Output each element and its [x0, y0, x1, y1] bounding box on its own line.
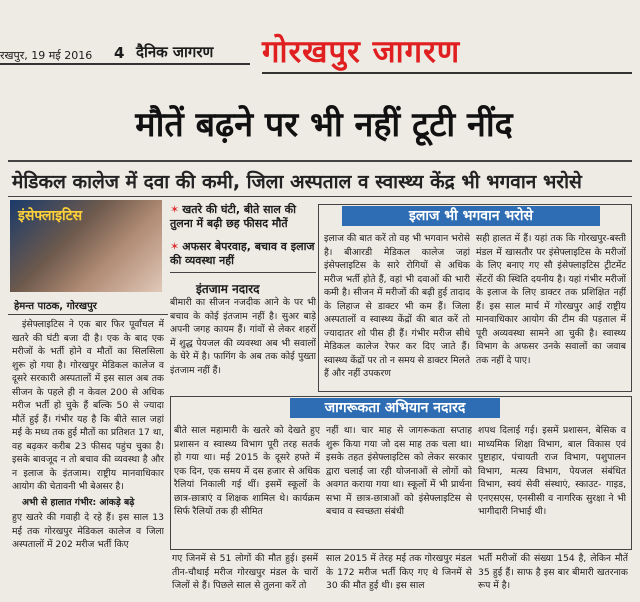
left-column: इंसेफ्लाइटिस ने एक बार फिर पूर्वांचल में खतरे की घंटी बजा दी है। एक के बाद एक मरीजों के भर्ती होने व मौतों का सिलसिला शुरू हो गया है। गोरखपुर मेडिकल कालेज व दूसरे सरकारी अस्पतालों में इस साल अब तक सीजन के पहले ही न केवल 200 से अधिक मरीज भर्ती हो चुके हैं बल्कि 50 से ज्यादा मौतें हुई हैं। गंभीर यह है कि बीते साल जहां मई के मध्य तक हुई मौतों का प्रतिशत 17 था, वह बढ़कर करीब 23 फीसद पहुंच चुका है। इसके बावजूद न तो बचाव की व्यवस्था है और न इलाज के इंतजाम। राष्ट्रीय मानवाधिकार आयोग की चेतावनी भी बेअसर है। अभी से हालात गंभीर: आंकड़े बढ़े हुए खतरे की गवाही दे रहे हैं। इस साल 13 मई तक गोरखपुर मेडिकल कालेज व जिला अस्पतालों में 202 मरीज भर्ती किए	[12, 319, 164, 550]
photo-title: इंसेफ्लाइटिस	[18, 208, 83, 224]
edition-underline	[262, 72, 632, 74]
header-rule	[0, 63, 250, 65]
edition-title: गोरखपुर जागरण	[262, 34, 461, 70]
headline-rule	[8, 160, 632, 162]
dateline: रखपुर, 19 मई 2016	[0, 49, 93, 62]
star-icon: ✶	[170, 203, 180, 216]
page-number: 4	[114, 44, 125, 62]
box-treatment-title: इलाज भी भगवान भरोसे	[342, 206, 600, 226]
box-awareness-col-b: नहीं था। चार माह से जागरूकता सप्ताह शुरू किया गया जो दस माह तक चला था। इसके तहत इंसेफ्लाइटिस को लेकर सरकार द्वारा चलाई जा रही योजनाओं से लोगों को अवगत कराया गया था। स्कूलों में भी प्रार्थना सभा में छात्र-छात्राओं को इंसेफ्लाइटिस से बचाव व स्वच्छता संबंधी	[326, 425, 472, 517]
subhead-rule	[8, 196, 632, 197]
bottom-col-b: साल 2015 में तेरह मई तक गोरखपुर मंडल के 172 मरीज भर्ती किए गए थे जिनमें से 30 की मौत हुई थी। इस साल	[326, 553, 472, 591]
box-awareness-title: जागरूकता अभियान नदारद	[290, 398, 500, 418]
side-text: बीमारी का सीजन नजदीक आने के पर भी बचाव के कोई इंतजाम नहीं है। सुअर बाड़े अपनी जगह कायम हैं। गांवों से लेकर शहरों में शुद्ध पेयजल की व्यवस्था अब भी सवालों के घेरे में है। फागिंग के अब तक कोई पुख्ता इंतजाम नहीं हैं।	[170, 297, 316, 376]
paper-name: दैनिक जागरण	[136, 43, 214, 61]
byline-rule	[8, 314, 168, 315]
side-heading: इंतजाम नदारद	[196, 282, 260, 296]
bottom-col-c: भर्ती मरीजों की संख्या 154 है, लेकिन मौतें 35 हुई हैं। साफ है इस बार बीमारी खतरनाक रूप में है।	[478, 553, 628, 591]
bottom-col-a: गए जिनमें से 51 लोगों की मौत हुई। इसमें तीन-चौथाई मरीज गोरखपुर मंडल के चारों जिलों से हैं। पिछले साल से तुलना करें तो	[172, 553, 318, 591]
box-treatment-col-a: इलाज की बात करें तो वह भी भगवान भरोसे है। बीआरडी मेडिकल कालेज जहां इंसेफ्लाइटिस के सारे रोगियों से अधिक मरीज भर्ती होते हैं, वहां भी दवाओं की भारी कमी है। सीजन में मरीजों की बढ़ी हुई तादाद के लिहाज से डाक्टर भी कम हैं। जिला अस्पतालों व स्वास्थ्य केंद्रों की बात करें तो ज्यादातर शो पीस ही हैं। गंभीर मरीज सीधे मेडिकल कालेज रेफर कर दिए जाते हैं। स्वास्थ्य केंद्रों पर तो न समय से डाक्टर मिलते हैं और नहीं उपकरण	[324, 233, 470, 379]
subheadline: मेडिकल कालेज में दवा की कमी, जिला अस्पताल व स्वास्थ्य केंद्र भी भगवान भरोसे	[12, 171, 582, 193]
byline: हेमन्त पाठक, गोरखपुर	[14, 301, 97, 312]
box-treatment-col-b: सही हालत में हैं। यहां तक कि गोरखपुर-बस्ती मंडल में खासतौर पर इंसेफ्लाइटिस के मरीजों के लिए बनाए गए सौ इंसेफ्लाइटिस ट्रीटमेंट सेंटरों की स्थिति दयनीय है। यहां गंभीर मरीजों के इलाज के लिए डाक्टर तक प्रशिक्षित नहीं हैं। इस साल मार्च में गोरखपुर आई राष्ट्रीय मानवाधिकार आयोग की टीम की पड़ताल में पूरी अव्यवस्था सामने आ चुकी है। स्वास्थ्य विभाग के अफसर उनके सवालों का जवाब तक नहीं दे पाए।	[476, 233, 626, 366]
box-awareness-col-c: शपथ दिलाई गई। इसमें प्रशासन, बेसिक व माध्यमिक शिक्षा विभाग, बाल विकास एवं पुष्टाहार, पंचायती राज विभाग, पशुपालन विभाग, मत्स्य विभाग, पेयजल संबंधित विभाग, स्वयं सेवी संस्थाएं, स्काउट- गाइड, एनएसएस, एनसीसी व नागरिक सुरक्षा ने भी भागीदारी निभाई थी।	[478, 425, 626, 517]
star-icon: ✶	[170, 240, 180, 253]
headline: मौतें बढ़ने पर भी नहीं टूटी नींद	[135, 105, 513, 145]
highlight-2: ✶ अफसर बेपरवाह, बचाव व इलाज की व्यवस्था नहीं	[170, 240, 315, 267]
highlight-1: ✶ खतरे की घंटी, बीते साल की तुलना में बढ़ी छह फीसद मौतें	[170, 203, 296, 230]
box-awareness-col-a: बीते साल महामारी के खतरे को देखते हुए प्रशासन व स्वास्थ्य विभाग पूरी तरह सतर्क हो गया था। मई 2015 के दूसरे हफ्ते में एक दिन, एक समय में दस हजार से अधिक रैलियां निकाली गई थीं। इसमें स्कूलों के छात्र-छात्राएं व शिक्षक शामिल थे। कार्यक्रम सिर्फ रैलियों तक ही सीमित	[174, 425, 320, 517]
highlight-rule	[170, 272, 316, 273]
